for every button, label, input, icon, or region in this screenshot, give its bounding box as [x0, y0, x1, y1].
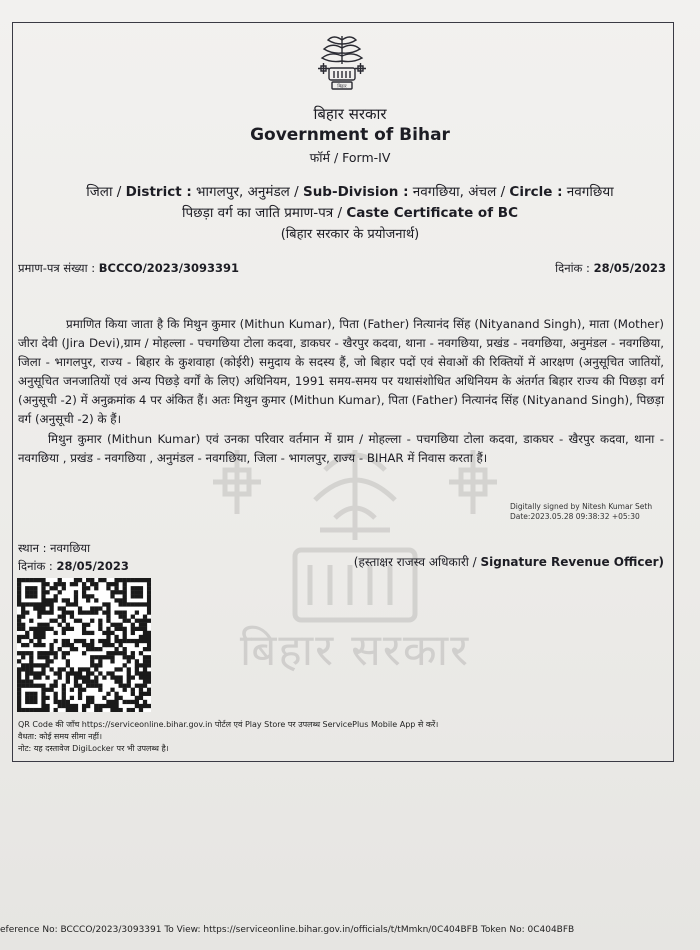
government-title: Government of Bihar: [250, 125, 450, 145]
issue-date: दिनांक : 28/05/2023: [555, 261, 666, 275]
digital-signature: Digitally signed by Nitesh Kumar Seth Date:2023.05.28 09:38:32 +05:30: [510, 502, 653, 521]
signature-officer: (हस्ताक्षर राजस्व अधिकारी / Signature Revenue Officer): [353, 555, 664, 569]
reference-footer: eference No: BCCCO/2023/3093391 To View: https://serviceonline.bihar.gov.in/officials/t/tMmkn/0C404BFB Token No: 0C404BFB: [0, 925, 575, 935]
qr-code[interactable]: [17, 578, 151, 712]
qr-verification-note: QR Code की जाँच https://serviceonline.bihar.gov.in पोर्टल एवं Play Store पर उपलब्ध ServicePlus Mobile App से करें।: [18, 720, 439, 729]
digilocker-note: नोट: यह दस्तावेज DigiLocker पर भी उपलब्ध है।: [18, 744, 169, 753]
certificate-title: पिछड़ा वर्ग का जाति प्रमाण-पत्र / Caste Certificate of BC: [182, 205, 518, 221]
watermark-text: बिहार सरकार: [239, 625, 471, 676]
signature-date: दिनांक : 28/05/2023: [18, 559, 129, 573]
certification-paragraph: प्रमाणित किया जाता है कि मिथुन कुमार (Mithun Kumar), पिता (Father) नित्यानंद सिंह (Nityanand Singh), माता (Mother) जीरा देवी (Jira Devi),ग्राम / मोहल्ला - पचगछिया टोला कदवा, डाकघर - खैरपुर कदवा, थाना - नवगछिया, प्रखंड - नवगछिया, अनुमंडल - नवगछिया, जिला - भागलपुर, राज्य - बिहार के कुशवाहा (कोईरी) समुदाय के सदस्य हैं, जो बिहार पदों एवं सेवाओं की रिक्तियों में आरक्षण (अनुसूचित जातियों, अनुसूचित जनजातियों एवं अन्य पिछड़े वर्गों के लिए) अधिनियम, 1991 समय-समय पर यथासंशोधित अधिनियम के अंतर्गत बिहार राज्य की पिछड़ा वर्ग (अनुसूची -2) में अनुक्रमांक 4 पर अंकित हैं। अतः मिथुन कुमार (Mithun Kumar), पिता (Father) नित्यानंद सिंह (Nityanand Singh), पिछड़ा वर्ग (अनुसूची -2) के हैं।: [18, 317, 664, 426]
hindi-title: बिहार सरकार: [313, 105, 387, 123]
place: स्थान : नवगछिया: [18, 541, 91, 555]
validity-note: वैधता: कोई समय सीमा नहीं।: [18, 732, 102, 741]
certificate-number: प्रमाण-पत्र संख्या : BCCCO/2023/3093391: [18, 261, 240, 275]
residence-paragraph: मिथुन कुमार (Mithun Kumar) एवं उनका परिवार वर्तमान में ग्राम / मोहल्ला - पचगछिया टोला कदवा, डाकघर - खैरपुर कदवा, थाना - नवगछिया , प्रखंड - नवगछिया , अनुमंडल - नवगछिया, जिला - भागलपुर, राज्य - BIHAR में निवास करता हैं।: [18, 432, 664, 465]
district-line: जिला / District : भागलपुर, अनुमंडल / Sub-Division : नवगछिया, अंचल / Circle : नवगछिया: [86, 184, 614, 200]
form-number: फॉर्म / Form-IV: [309, 150, 391, 165]
purpose-line: (बिहार सरकार के प्रयोजनार्थ): [280, 227, 420, 242]
bihar-emblem-icon: [315, 30, 369, 92]
emblem-caption: बिहार: [337, 84, 347, 90]
